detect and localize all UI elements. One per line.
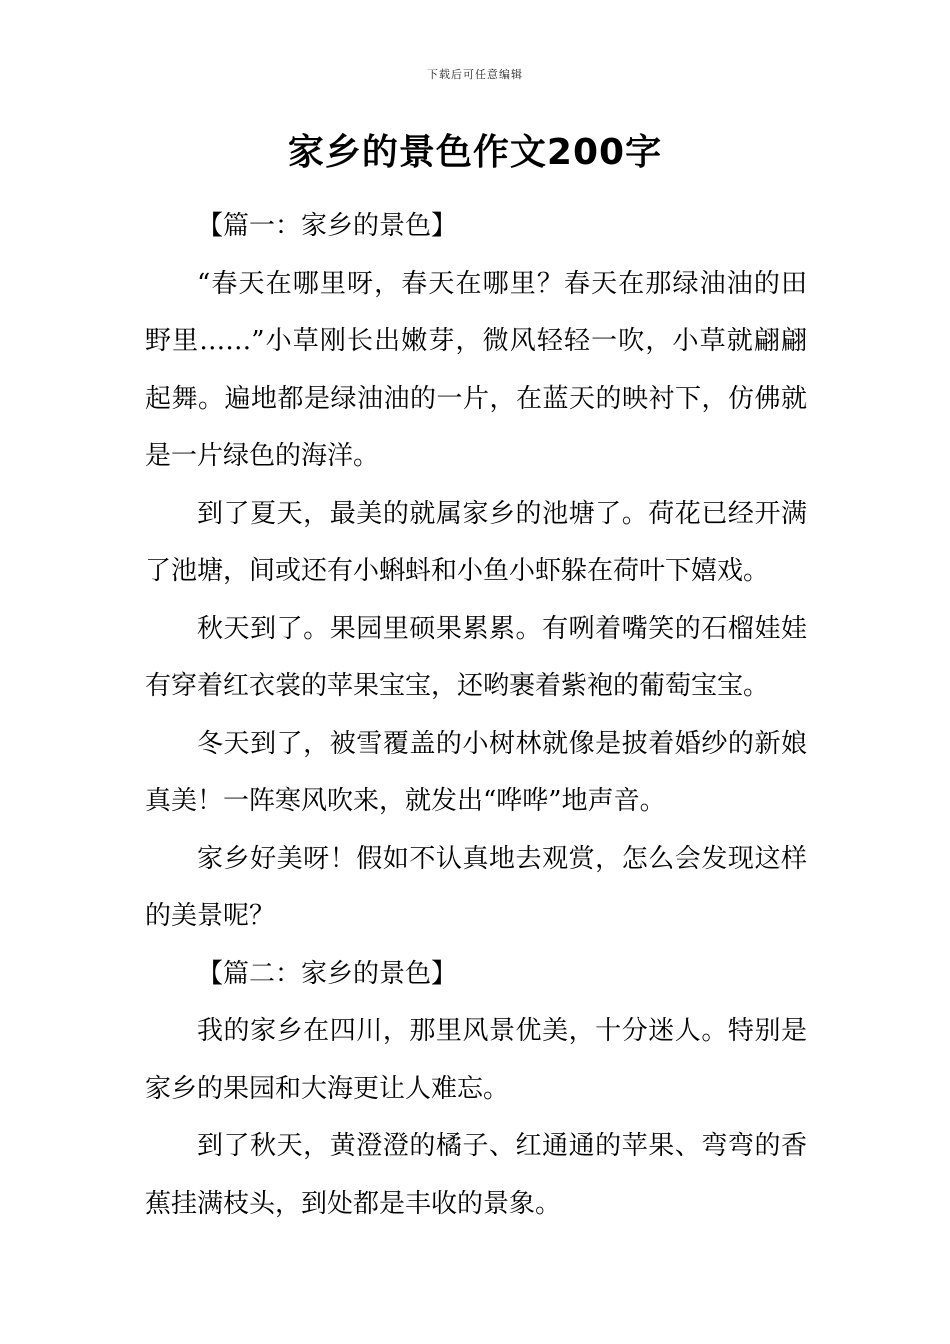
paragraph-winter: 冬天到了，被雪覆盖的小树林就像是披着婚纱的新娘真美！一阵寒风吹来，就发出“哗哗”地声音。 xyxy=(145,728,807,816)
document-title: 家乡的景色作文200字 xyxy=(287,132,663,173)
paragraph-conclusion: 家乡好美呀！假如不认真地去观赏，怎么会发现这样的美景呢？ xyxy=(145,843,807,931)
paragraph-summer: 到了夏天，最美的就属家乡的池塘了。荷花已经开满了池塘，间或还有小蝌蚪和小鱼小虾躲在荷叶下嬉戏。 xyxy=(145,498,807,586)
paragraph-autumn: 秋天到了。果园里硕果累累。有咧着嘴笑的石榴娃娃有穿着红衣裳的苹果宝宝，还哟裹着紫袍的葡萄宝宝。 xyxy=(145,613,807,701)
document-body xyxy=(145,198,807,1233)
header-note: 下载后可任意编辑 xyxy=(427,68,523,81)
paragraph-hometown: 我的家乡在四川，那里风景优美，十分迷人。特别是家乡的果园和大海更让人难忘。 xyxy=(145,1016,807,1104)
paragraph-orchard: 到了秋天，黄澄澄的橘子、红通通的苹果、弯弯的香蕉挂满枝头，到处都是丰收的景象。 xyxy=(145,1131,807,1219)
section-heading-2: 【篇二：家乡的景色】 xyxy=(197,958,458,989)
paragraph-spring: “春天在哪里呀，春天在哪里？春天在那绿油油的田野里……”小草刚长出嫩芽，微风轻轻一吹，小草就翩翩起舞。遍地都是绿油油的一片，在蓝天的映衬下，仿佛就是一片绿色的海洋。 xyxy=(145,268,807,471)
section-heading-1: 【篇一：家乡的景色】 xyxy=(197,211,458,241)
